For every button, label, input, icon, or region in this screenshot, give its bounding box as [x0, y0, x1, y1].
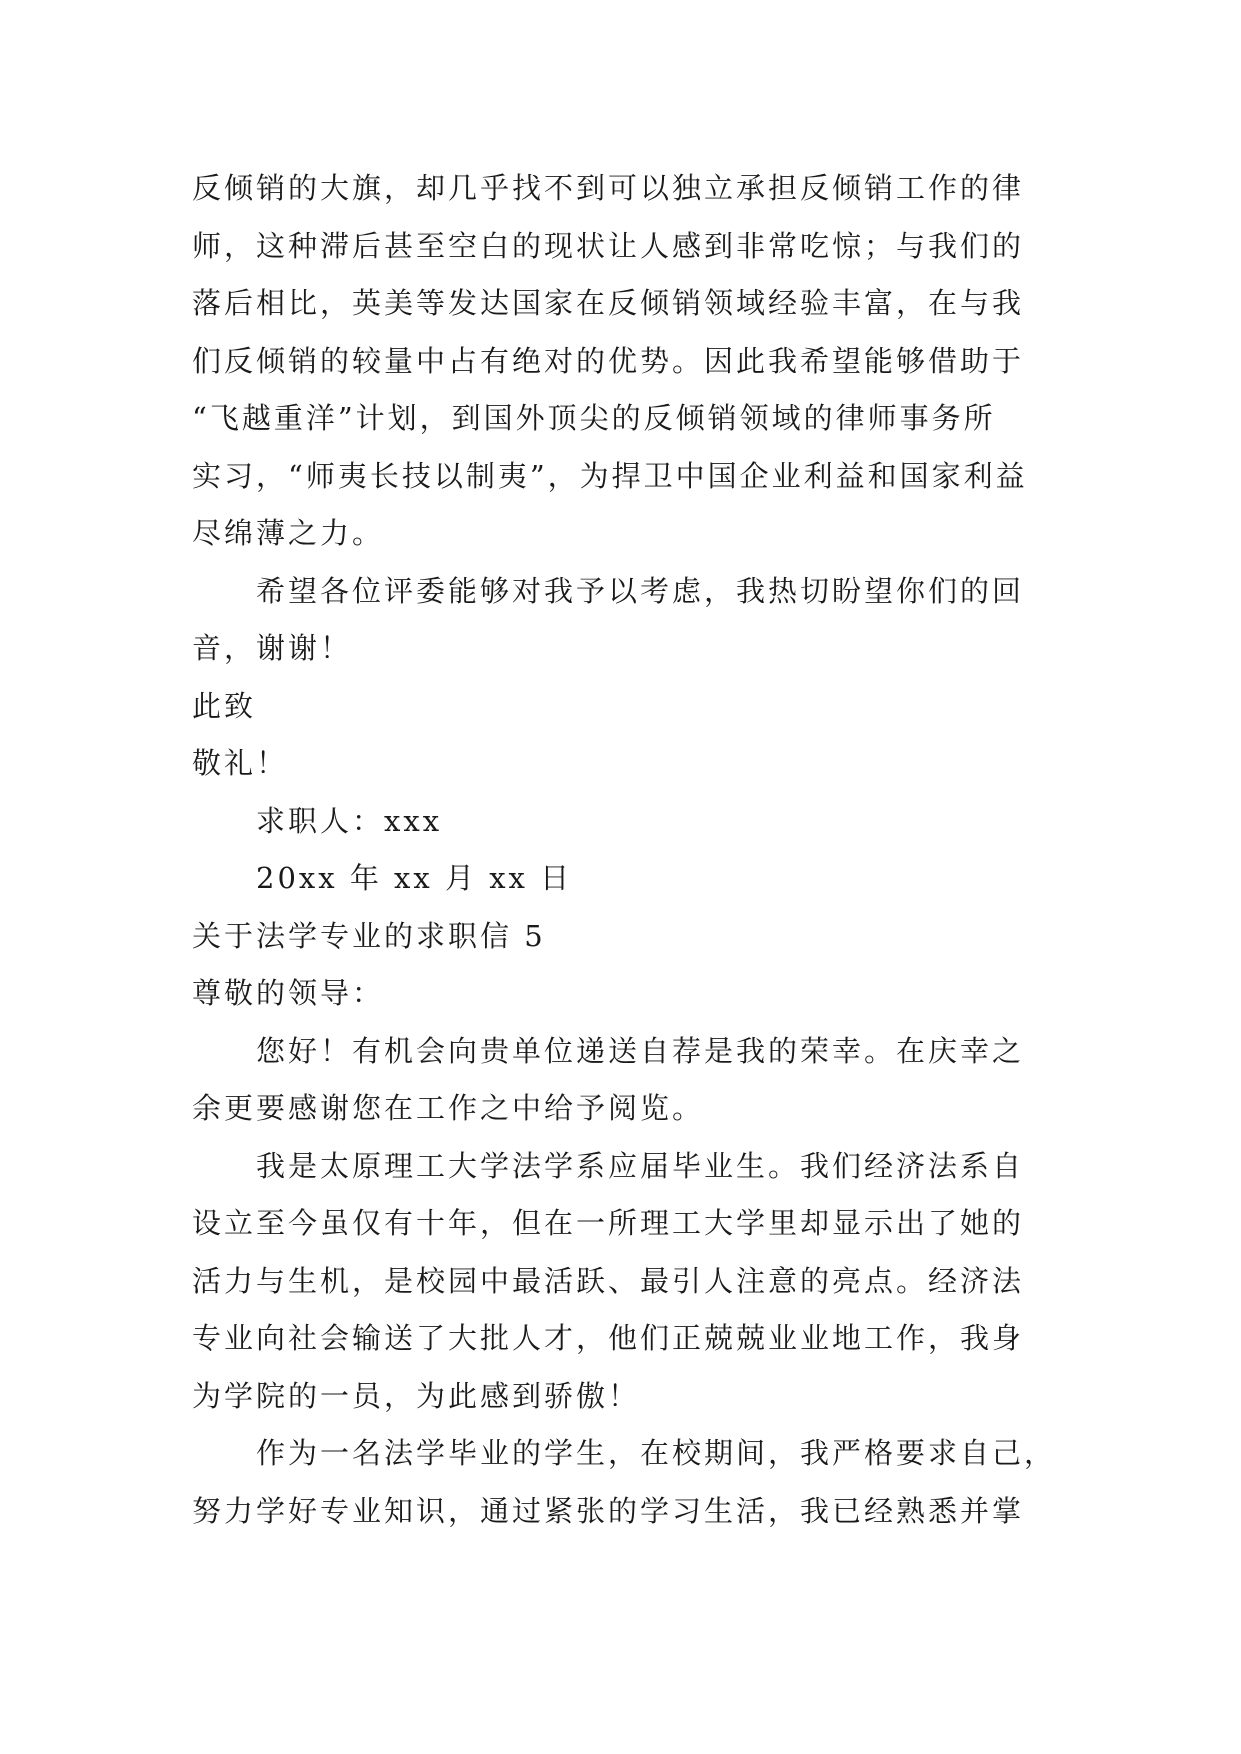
body-line: 努力学好专业知识，通过紧张的学习生活，我已经熟悉并掌	[192, 1493, 1025, 1528]
body-line: 专业向社会输送了大批人才，他们正兢兢业业地工作，我身	[192, 1321, 1025, 1355]
section-title: 关于法学专业的求职信 5	[192, 918, 546, 953]
body-line: 余更要感谢您在工作之中给予阅览。	[192, 1091, 705, 1125]
body-line: 实习，“师夷长技以制夷”，为捍卫中国企业利益和国家利益	[192, 458, 1028, 493]
body-line: 音，谢谢！	[192, 631, 353, 665]
body-line: 活力与生机，是校园中最活跃、最引人注意的亮点。经济法	[192, 1263, 1025, 1298]
paragraph-line: 作为一名法学毕业的学生，在校期间，我严格要求自己，	[256, 1436, 1057, 1470]
body-line: “飞越重洋”计划，到国外顶尖的反倾销领域的律师事务所	[192, 401, 996, 435]
body-line: 师，这种滞后甚至空白的现状让人感到非常吃惊；与我们的	[192, 228, 1025, 263]
paragraph-line: 希望各位评委能够对我予以考虑，我热切盼望你们的回	[256, 573, 1025, 608]
closing-line: 此致	[192, 688, 257, 723]
closing-salutation: 敬礼！	[192, 746, 289, 780]
body-line: 为学院的一员，为此感到骄傲！	[192, 1378, 641, 1413]
signature-line: 求职人：xxx	[256, 803, 443, 838]
greeting-line: 尊敬的领导：	[192, 976, 385, 1010]
paragraph-line: 我是太原理工大学法学系应届毕业生。我们经济法系自	[256, 1148, 1025, 1183]
body-line: 落后相比，英美等发达国家在反倾销领域经验丰富，在与我	[192, 286, 1025, 320]
paragraph-line: 您好！有机会向贵单位递送自荐是我的荣幸。在庆幸之	[256, 1033, 1025, 1068]
body-line: 们反倾销的较量中占有绝对的优势。因此我希望能够借助于	[192, 343, 1025, 378]
body-line: 设立至今虽仅有十年，但在一所理工大学里却显示出了她的	[192, 1206, 1025, 1240]
document-body	[192, 160, 1062, 1540]
body-line: 尽绵薄之力。	[192, 516, 385, 550]
body-line: 反倾销的大旗，却几乎找不到可以独立承担反倾销工作的律	[192, 171, 1025, 205]
date-line: 20xx 年 xx 月 xx 日	[256, 861, 573, 895]
